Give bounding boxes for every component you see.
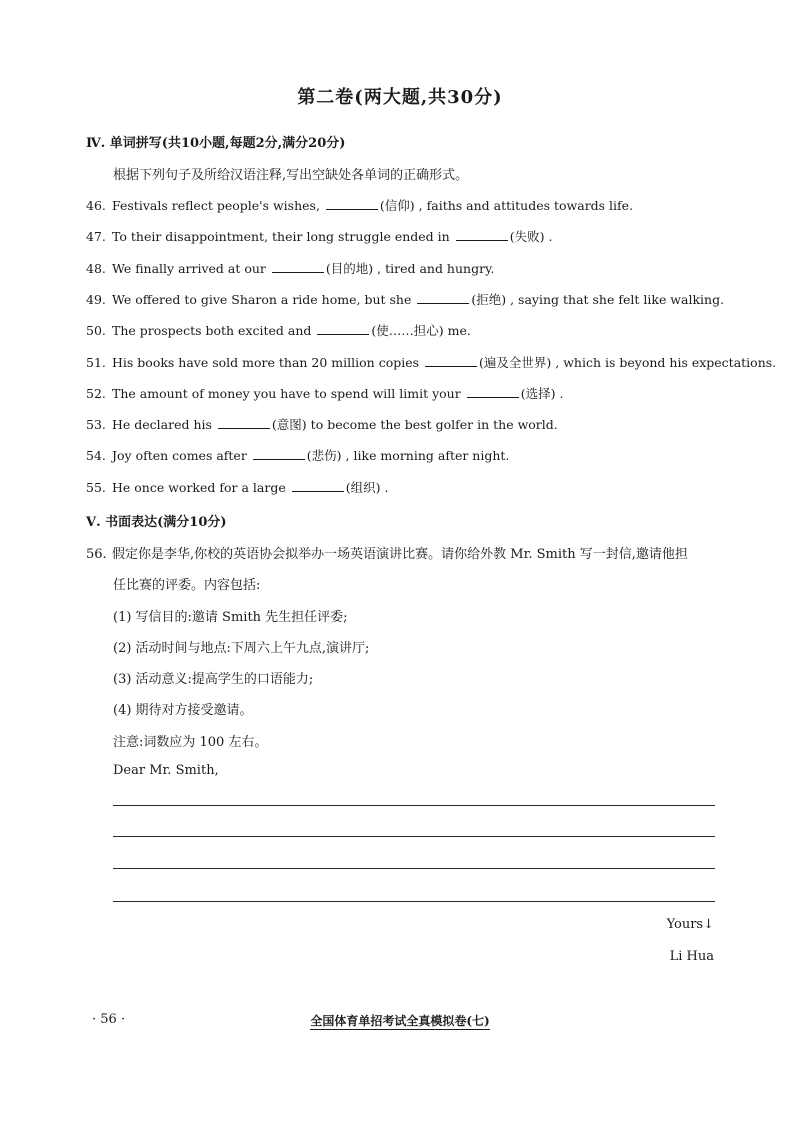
question-text: Festivals reflect people's wishes, [112,198,320,213]
question-number: 47. [86,229,106,245]
chinese-hint: (拒绝) [471,291,507,307]
task-number: 56. [86,547,107,562]
chinese-hint: (失败) [509,229,545,245]
question-row [86,353,776,371]
question-number: 52. [86,385,106,401]
question-text: He once worked for a large [112,479,286,495]
task-point-4: (4) 期待对方接受邀请。 [113,703,253,718]
question-text: The prospects both excited and [112,323,312,339]
answer-blank[interactable] [218,418,270,429]
question-row [86,196,633,214]
question-text: He declared his [112,417,212,433]
chinese-hint: (目的地) [325,260,374,276]
answer-blank[interactable] [253,449,305,460]
writing-line [113,836,715,837]
question-text-after: . [548,229,553,245]
chinese-hint: (悲伤) [306,448,342,464]
task-text-line-2: 任比赛的评委。内容包括: [113,578,261,593]
question-text-after: , like morning after night. [345,448,510,464]
question-text: We finally arrived at our [112,260,266,276]
question-row [86,446,509,464]
page-number: · 56 · [92,1012,126,1027]
writing-line [113,868,715,869]
question-number: 53. [86,417,106,433]
question-text: The amount of money you have to spend will limit your [112,385,461,401]
chinese-hint: (选择) [520,385,556,401]
chinese-hint: (使……担心) [371,323,444,339]
question-text-after: . [384,479,389,495]
section-v-heading: Ⅴ. 书面表达(满分10分) [86,515,227,530]
question-row [86,478,388,496]
book-title-text: 全国体育单招考试全真模拟卷(七) [310,1014,490,1028]
task-56 [86,543,688,562]
answer-blank[interactable] [326,199,378,210]
question-text: Joy often comes after [112,448,247,464]
task-point-3: (3) 活动意义:提高学生的口语能力; [113,672,314,687]
answer-blank[interactable] [292,481,344,492]
question-row [86,290,724,308]
question-number: 48. [86,260,106,276]
question-text-after: , saying that she felt like walking. [510,291,725,307]
question-number: 50. [86,323,106,339]
answer-blank[interactable] [272,262,324,273]
writing-line [113,805,715,806]
answer-blank[interactable] [417,293,469,304]
question-text-after: , which is beyond his expectations. [555,354,777,370]
question-row [86,415,558,433]
chinese-hint: (意图) [271,417,307,433]
answer-blank[interactable] [467,387,519,398]
question-text-after: . [559,385,564,401]
question-row [86,321,471,339]
question-number: 49. [86,291,106,307]
writing-line [113,901,715,902]
task-text-line-1: 假定你是李华,你校的英语协会拟举办一场英语演讲比赛。请你给外教 Mr. Smith 写一封信,邀请他担 [112,547,688,562]
answer-blank[interactable] [317,324,369,335]
question-number: 55. [86,479,106,495]
letter-greeting: Dear Mr. Smith, [113,763,219,778]
question-row [86,227,552,245]
question-text-after: , faiths and attitudes towards life. [418,198,634,213]
question-text-after: , tired and hungry. [377,260,495,276]
letter-signature: Li Hua [669,949,714,964]
question-row [86,259,494,277]
task-point-1: (1) 写信目的:邀请 Smith 先生担任评委; [113,610,348,625]
word-count-note: 注意:词数应为 100 左右。 [113,735,268,750]
question-text: His books have sold more than 20 million copies [112,354,420,370]
answer-blank[interactable] [425,356,477,367]
question-text-after: me. [447,323,471,339]
question-number: 46. [86,198,106,213]
section-iv-instruction: 根据下列句子及所给汉语注释,写出空缺处各单词的正确形式。 [113,168,469,183]
task-point-2: (2) 活动时间与地点:下周六上午九点,演讲厅; [113,641,370,656]
chinese-hint: (遍及全世界) [479,354,552,370]
letter-closing: Yours↓ [666,917,714,932]
question-row [86,384,563,402]
question-text: We offered to give Sharon a ride home, but she [112,291,412,307]
question-number: 54. [86,448,106,464]
question-text-after: to become the best golfer in the world. [310,417,558,433]
question-number: 51. [86,354,106,370]
chinese-hint: (信仰) [379,198,415,213]
book-title [0,1012,800,1029]
answer-blank[interactable] [456,230,508,241]
chinese-hint: (组织) [345,479,381,495]
page-title: 第二卷(两大题,共30分) [297,87,503,108]
question-text: To their disappointment, their long struggle ended in [112,229,450,245]
section-iv-heading: Ⅳ. 单词拼写(共10小题,每题2分,满分20分) [86,136,346,151]
